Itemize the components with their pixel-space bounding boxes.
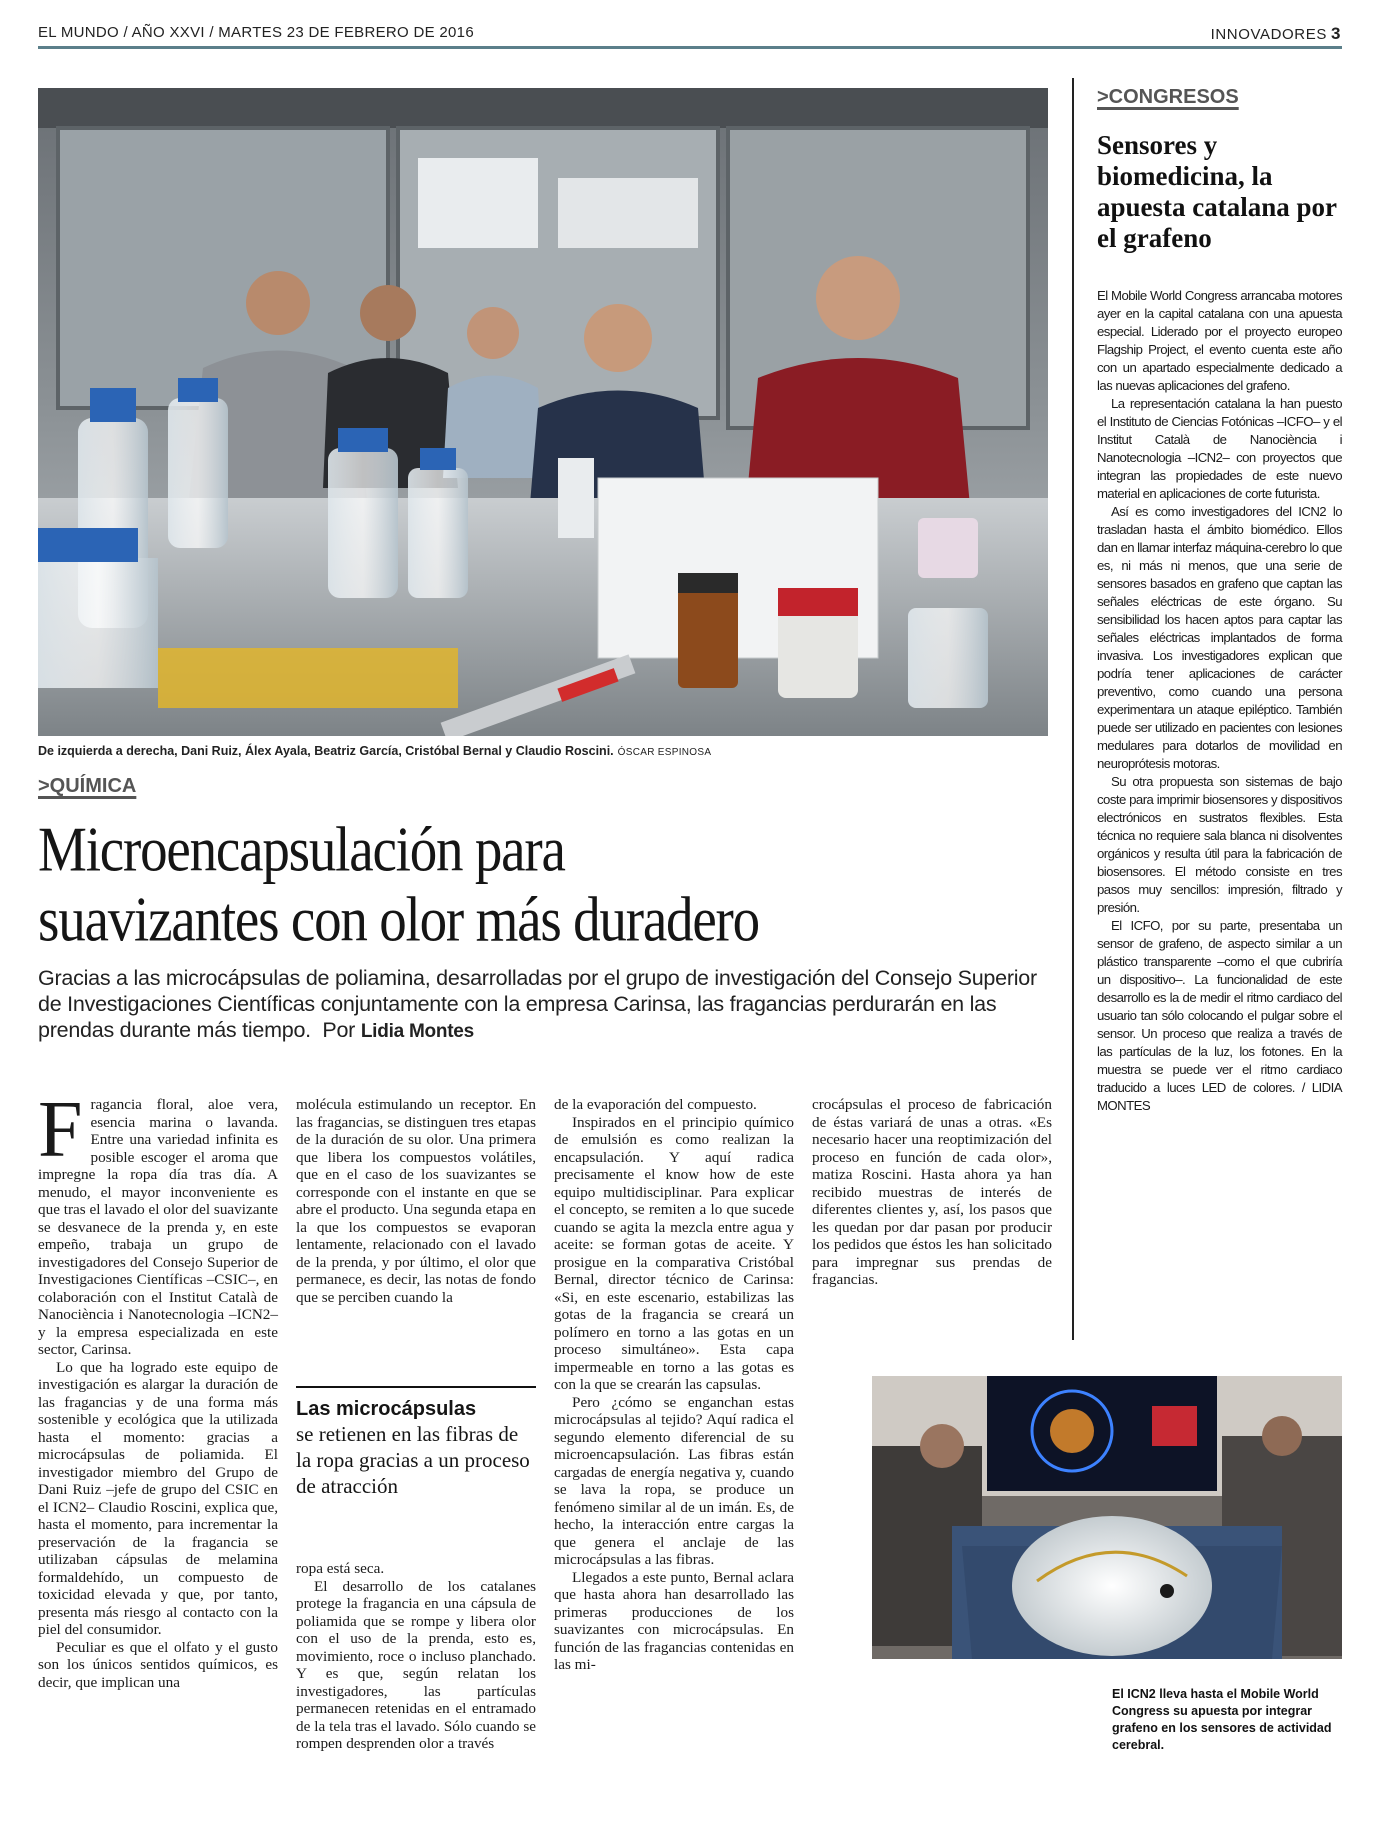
pull-quote (296, 1386, 536, 1499)
section-tag-quimica: >QUÍMICA (38, 775, 137, 797)
article-column-4 (812, 1096, 1052, 1289)
paragraph: de la evaporación del compuesto. (554, 1096, 757, 1113)
photo-credit: ÓSCAR ESPINOSA (617, 747, 712, 758)
paragraph: Lo que ha logrado este equipo de investigación es alargar la duración de las fragancias y de una forma más sostenible y ecológica que la utilizada hasta el momento: gracias a microcápsulas de poliamida. El investigador miembro del Grupo de Dani Ruiz –jefe de grupo del CSIC en el ICN2– Claudio Roscini, explica que, hasta el momento, para incrementar la preservación de la fragancia se utilizaban cápsulas de melamina formaldehído, un compuesto de toxicidad elevada y que, por tanto, presenta más riesgo al contacto con la piel del consumidor. (38, 1358, 278, 1638)
article-headline (38, 815, 1048, 954)
sidebar-body (1097, 287, 1342, 1115)
byline-prefix: Por (322, 1018, 356, 1042)
article-column-2 (296, 1096, 536, 1306)
article-column-2-continued (296, 1560, 536, 1753)
caption-text: De izquierda a derecha, Dani Ruiz, Álex Ayala, Beatriz García, Cristóbal Bernal y Claudio Roscini. (38, 744, 614, 758)
article-column-1 (38, 1086, 278, 1691)
paragraph: crocápsulas el proceso de fabricación de éstas variará de unas a otras. «Es necesario hacer una reoptimización del proceso en función de cada olor», matiza Roscini. Hasta ahora ya han recibido muestras de interés de diferentes clientes y, así, los pasos que les quedan por dar pasan por producir los pedidos que éstos les han solicitado para impregnar sus prendas de fragancias. (812, 1096, 1052, 1288)
newspaper-dateline: EL MUNDO / AÑO XXVI / MARTES 23 DE FEBRERO DE 2016 (38, 24, 474, 41)
paragraph: Pero ¿cómo se enganchan estas microcápsulas al tejido? Aquí radica el segundo elemento diferencial de su microencapsulación. Las fibras están cargadas de energía negativa y, cuando se lava la ropa, se produce un fenómeno similar al de un imán. Es, de hecho, la interacción entre cargas la que genera el anclaje de las microcápsulas a las fibras. (554, 1393, 794, 1568)
paragraph: Su otra propuesta son sistemas de bajo coste para imprimir biosensores y dispositivos electrónicos en sustratos flexibles. Esta técnica no requiere sala blanca ni disolventes orgánicos y resulta útil para la fabricación de biosensores. El método consiste en tres pasos muy sencillos: impresión, filtrado y presión. (1097, 774, 1342, 915)
article-column-3 (554, 1096, 794, 1674)
section-header (1211, 24, 1341, 44)
paragraph: Llegados a este punto, Bernal aclara que hasta ahora han desarrollado las primeras producciones de los suavizantes con microcápsulas. En función de las fragancias contenidas en las mi- (554, 1568, 794, 1673)
paragraph: molécula estimulando un receptor. En las fragancias, se distinguen tres etapas de la duración de su olor. Una primera que libera los compuestos volátiles, que en el caso de los suavizantes se corresponde con el instante en que se abre el producto. Una segunda etapa en la que los compuestos se evaporan lentamente, relacionado con el lavado de la prenda, y por último, el olor que permanece, es decir, las notas de fondo que se perciben cuando la (296, 1096, 536, 1306)
section-name: INNOVADORES (1210, 26, 1327, 43)
deck-text: Gracias a las microcápsulas de poliamina, desarrolladas por el grupo de investigación del Consejo Superior de Investigaciones Científicas conjuntamente con la empresa Carinsa, las fragancias perdurarán en las prendas durante más tiempo. (38, 966, 1037, 1042)
paragraph: Así es como investigadores del ICN2 lo trasladan hasta el ámbito biomédico. Ellos dan en llamar interfaz máquina-cerebro lo que es, ni más ni menos, que una serie de sensores basados en grafeno que captan las señales eléctricas de este órgano. Su sensibilidad los hacen aptos para captar las señales eléctricas implantados de forma invasiva. Los investigadores explican que podría tener aplicaciones de carácter preventivo, como cuando una persona experimentara un ataque epiléptico. También puede ser utilizado en pacientes con lesiones medulares para dotarlos de movilidad en neuroprótesis motoras. (1097, 504, 1343, 771)
sidebar-headline: Sensores y biomedicina, la apuesta catalana por el grafeno (1097, 130, 1337, 253)
paragraph: El ICFO, por su parte, presentaba un sensor de grafeno, de aspecto similar a un plástico transparente –como el que cubriría un dispositivo–. La funcionalidad de este desarrollo es la de medir el ritmo cardiaco del usuario tan sólo colocando el pulgar sobre el sensor. Un proceso que realiza a través de las partículas de la luz, los fotones. En la muestra se puede ver el ritmo cardiaco traducido a luces LED de colores. / LIDIA MONTES (1097, 918, 1342, 1113)
header-rule (38, 46, 1342, 49)
dropcap: F (38, 1086, 83, 1174)
sidebar-photo-brain-sensor (872, 1376, 1342, 1659)
main-photo-caption (38, 744, 711, 758)
section-tag-congresos: >CONGRESOS (1097, 86, 1239, 108)
paragraph-text: ragancia floral, aloe vera, esencia marina o lavanda. Entre una variedad infinita es posible escoger el aroma que impregne la ropa día tras día. A menudo, el mayor inconveniente es que tras el lavado el olor del suavizante se desvanece de la prenda y, en este empeño, trabaja un grupo de investigadores del Consejo Superior de Investigaciones Científicas –CSIC–, en colaboración con el Institut Català de Nanociència i Nanotecnologia –ICN2– y la empresa especializada en este sector, Carinsa. (38, 1096, 278, 1358)
paragraph: Peculiar es que el olfato y el gusto son los únicos sentidos químicos, es decir, que implican una (38, 1638, 278, 1691)
article-deck (38, 965, 1053, 1045)
headline-line-2: suavizantes con olor más duradero (38, 883, 759, 955)
paragraph: La representación catalana la han puesto el Instituto de Ciencias Fotónicas –ICFO– y el Institut Català de Nanociència i Nanotecnologia –ICN2– con proyectos que integran las propiedades de este nuevo material en aplicaciones de corte futurista. (1097, 396, 1342, 501)
sidebar-photo-caption: El ICN2 lleva hasta el Mobile World Congress su apuesta por integrar grafeno en los sensores de actividad cerebral. (1112, 1687, 1332, 1752)
column-divider (1072, 78, 1074, 1340)
paragraph: El desarrollo de los catalanes protege la fragancia en una cápsula de poliamida que se rompe y libera olor con el uso de la prenda, esto es, movimiento, roce o incluso planchado. Y es que, según relatan los investigadores, las partículas permanecen retenidas en el entramado de la tela tras el lavado. Sólo cuando se rompen desprenden olor a través (296, 1577, 536, 1752)
paragraph: El Mobile World Congress arrancaba motores ayer en la capital catalana con una apuesta especial. Liderado por el proyecto europeo Flagship Project, el evento cuenta este año con un apartado especialmente dedicado a las nuevas aplicaciones del grafeno. (1097, 288, 1342, 393)
page-number: 3 (1330, 24, 1341, 43)
byline: Lidia Montes (360, 1021, 474, 1042)
pull-quote-lead: Las microcápsulas (296, 1398, 477, 1420)
paragraph: Inspirados en el principio químico de emulsión es como realizan la encapsulación. Y aquí radica precisamente el know how de este equipo multidisciplinar. Para explicar el concepto, se remiten a lo que sucede cuando se agita la mezcla entre agua y aceite: se forman gotas de aceite. Y prosigue en la comparativa Cristóbal Bernal, director técnico de Carinsa: «Si, en este escenario, estabilizas las gotas de la fragancia se creará un polímero en torno a las gotas en un proceso simultáneo». Esta capa impermeable en torno a las gotas es con la que se crearán las capsulas. (554, 1113, 794, 1393)
headline-line-1: Microencapsulación para (38, 813, 565, 885)
pull-quote-text: se retienen en las fibras de la ropa gracias a un proceso de atracción (296, 1422, 530, 1498)
paragraph: ropa está seca. (296, 1560, 385, 1577)
main-photo-lab-team (38, 88, 1048, 736)
paragraph (38, 1086, 278, 1359)
